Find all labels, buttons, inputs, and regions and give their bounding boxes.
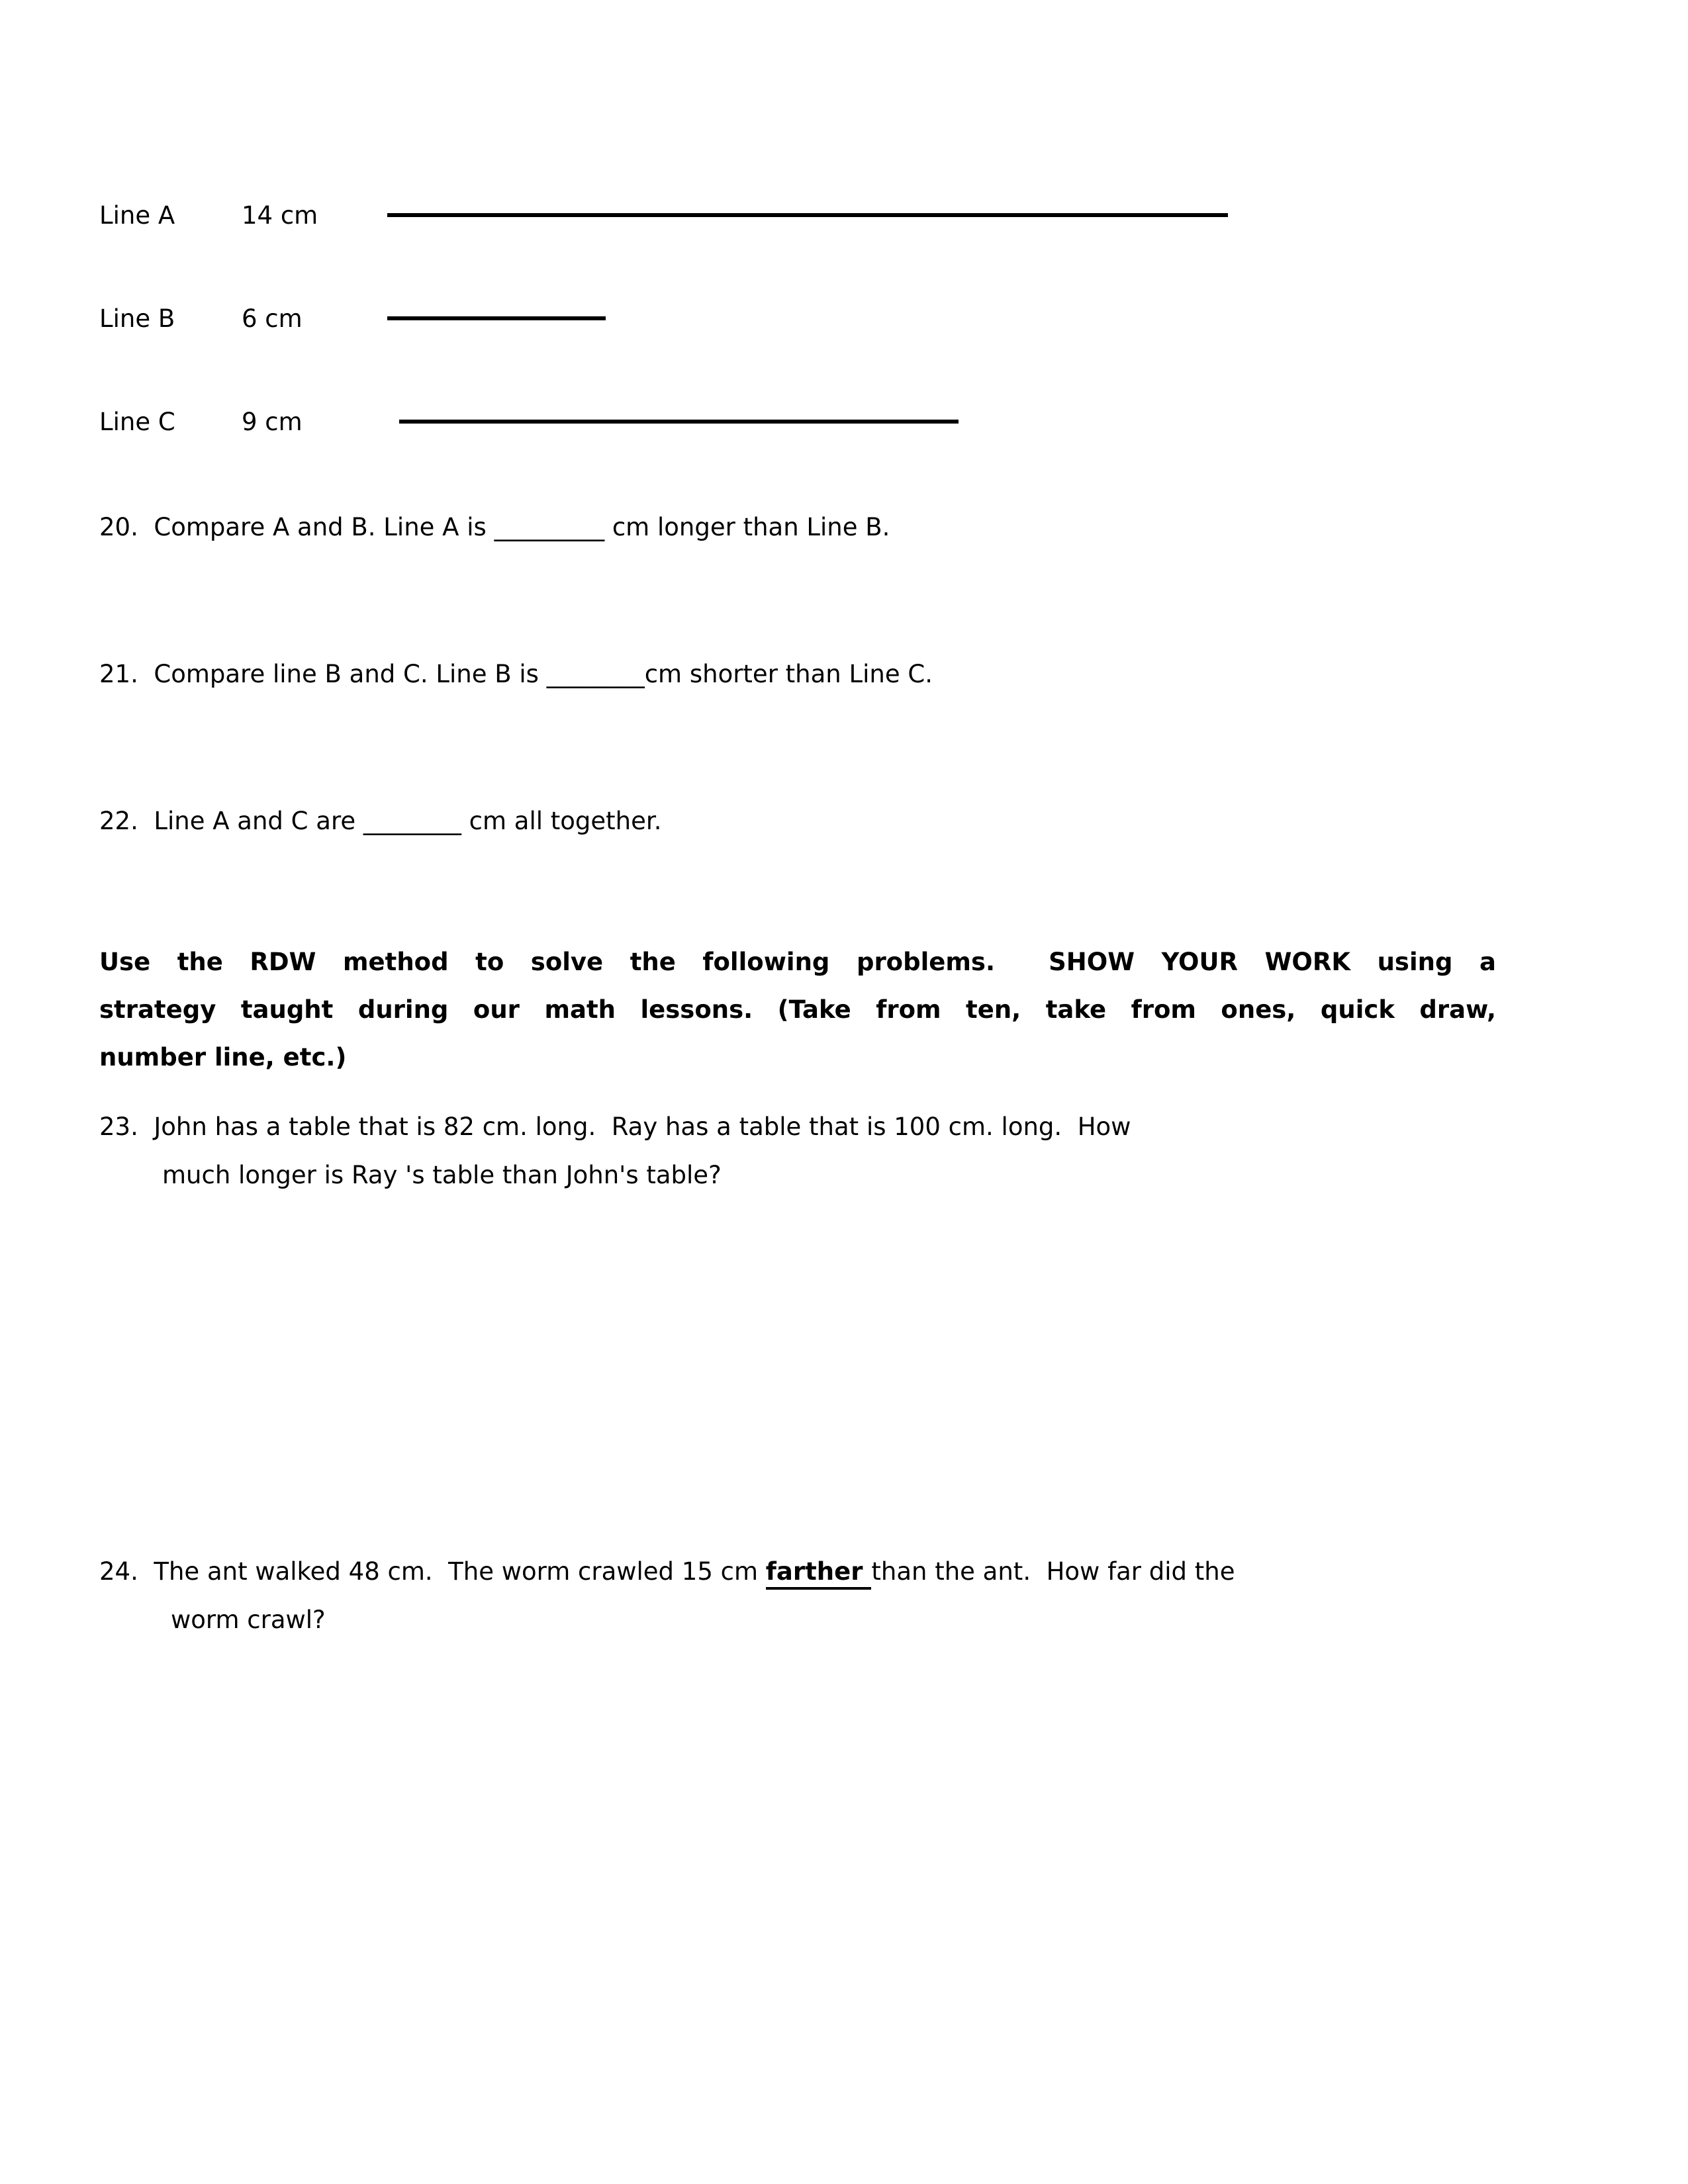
line-c-length: 9 cm bbox=[242, 407, 303, 436]
measure-row-b bbox=[99, 302, 1589, 335]
rdw-instructions-line2: strategy taught during our math lessons. (Take from ten, take from ones, quick draw, bbox=[99, 995, 1496, 1024]
question-24-post: than the ant. How far did the bbox=[871, 1557, 1235, 1586]
question-24-line2: worm crawl? bbox=[171, 1606, 326, 1634]
rdw-instructions-line3: number line, etc.) bbox=[99, 1043, 347, 1071]
question-24 bbox=[99, 1547, 1589, 1644]
question-23-line2: much longer is Ray 's table than John's table? bbox=[162, 1161, 722, 1189]
line-a-segment bbox=[387, 213, 1228, 217]
line-a-label: Line A bbox=[99, 201, 175, 230]
question-20: 20. Compare A and B. Line A is _________ cm longer than Line B. bbox=[99, 513, 890, 541]
line-c-segment bbox=[399, 420, 959, 424]
question-21: 21. Compare line B and C. Line B is ________cm shorter than Line C. bbox=[99, 660, 933, 688]
line-b-segment bbox=[387, 316, 606, 320]
measure-row-a bbox=[99, 199, 1589, 232]
question-24-emphasis: farther bbox=[766, 1557, 872, 1590]
line-a-length: 14 cm bbox=[242, 201, 318, 230]
rdw-instructions-line1: Use the RDW method to solve the following problems. SHOW YOUR WORK using a bbox=[99, 948, 1496, 976]
question-23-line1: 23. John has a table that is 82 cm. long. Ray has a table that is 100 cm. long. How bbox=[99, 1113, 1131, 1141]
question-24-pre: 24. The ant walked 48 cm. The worm crawled 15 cm bbox=[99, 1557, 766, 1586]
question-23 bbox=[99, 1103, 1589, 1199]
question-22: 22. Line A and C are ________ cm all together. bbox=[99, 807, 662, 835]
question-24-line1 bbox=[99, 1547, 1589, 1596]
rdw-instructions bbox=[99, 938, 1496, 1081]
line-b-label: Line B bbox=[99, 304, 175, 333]
line-c-label: Line C bbox=[99, 407, 175, 436]
line-b-length: 6 cm bbox=[242, 304, 303, 333]
measure-row-c bbox=[99, 405, 1589, 438]
